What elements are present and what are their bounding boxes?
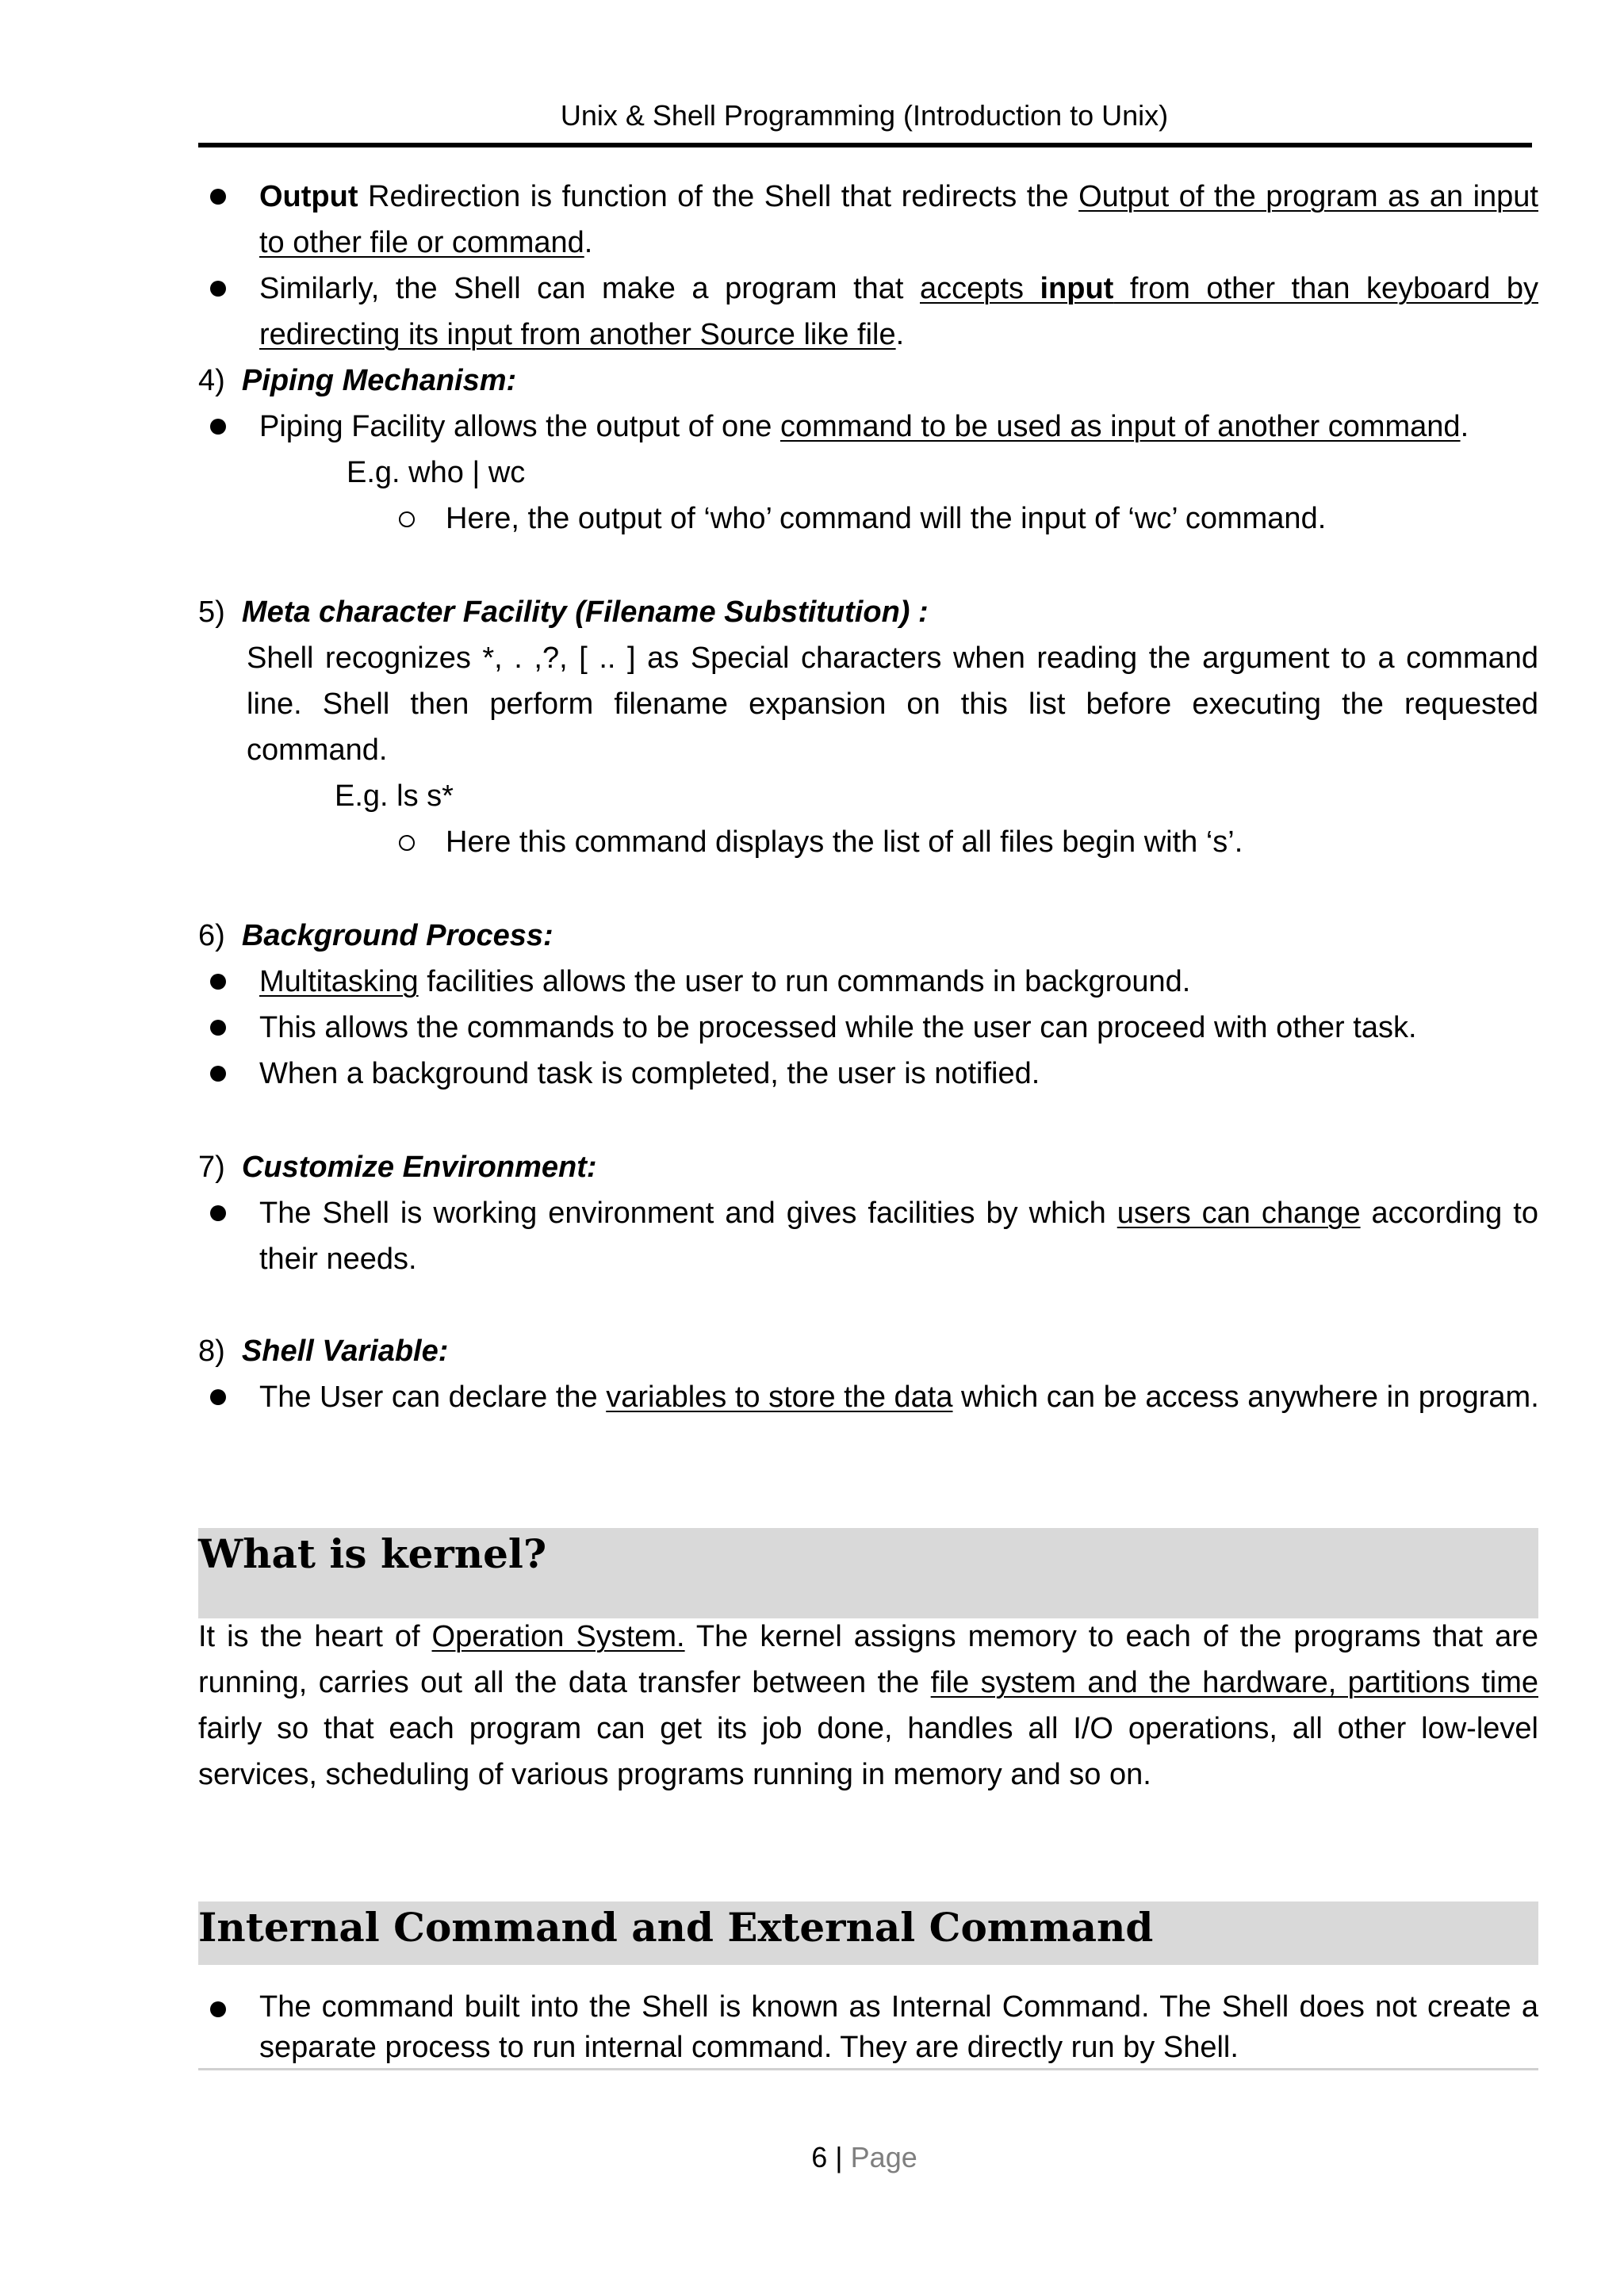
circle-bullet-icon (399, 511, 415, 527)
kernel-paragraph-line-4: services, scheduling of various programs running in memory and so on. (198, 1758, 1151, 1791)
bullet-icon (210, 189, 226, 205)
background-bullet-3: When a background task is completed, the user is notified. (259, 1057, 1040, 1090)
kernel-heading: What is kernel? (198, 1530, 547, 1577)
commands-heading: Internal Command and External Command (198, 1904, 1154, 1951)
footer-rule (198, 2068, 1538, 2070)
page-label: Page (850, 2141, 917, 2173)
redirection-bullet-1-line-1: Output Redirection is function of the Shell that redirects the Output of the program as an input (259, 180, 1538, 213)
redirection-bullet-1-line-2: to other file or command. (259, 226, 593, 259)
bullet-icon (210, 974, 226, 990)
background-bullet-1: Multitasking facilities allows the user to run commands in background. (259, 965, 1191, 998)
commands-bullet-line-1: The command built into the Shell is known as Internal Command. The Shell does not create a (259, 1990, 1538, 2024)
bullet-icon (210, 1020, 226, 1036)
page-number: 6 (811, 2141, 828, 2173)
page-footer: 6 | Page (811, 2141, 917, 2173)
commands-bullet-line-2: separate process to run internal command. They are directly run by Shell. (259, 2031, 1239, 2064)
bullet-icon (210, 2001, 226, 2017)
bullet-icon (210, 1205, 226, 1221)
piping-bullet-1: Piping Facility allows the output of one command to be used as input of another command. (259, 410, 1469, 443)
section-5-heading: 5) Meta character Facility (Filename Substitution) : (198, 596, 929, 629)
piping-sub-bullet: Here, the output of ‘who’ command will the input of ‘wc’ command. (446, 502, 1327, 535)
bullet-icon (210, 281, 226, 297)
customize-bullet-line-1: The Shell is working environment and gives facilities by which users can change according to (259, 1197, 1538, 1230)
header-rule (198, 143, 1532, 147)
meta-example: E.g. ls s* (335, 779, 454, 813)
section-7-heading: 7) Customize Environment: (198, 1151, 597, 1184)
circle-bullet-icon (399, 835, 415, 851)
meta-line-2: line. Shell then perform filename expansion on this list before executing the requested (247, 687, 1538, 721)
redirection-bullet-2-line-2: redirecting its input from another Source like file. (259, 318, 905, 351)
header-title: Unix & Shell Programming (Introduction to Unix) (560, 99, 1169, 132)
kernel-paragraph-line-2: running, carries out all the data transfer between the file system and the hardware, partitions time (198, 1666, 1538, 1699)
meta-line-1: Shell recognizes *, . ,?, [ .. ] as Special characters when reading the argument to a command (247, 641, 1538, 675)
redirection-bullet-2-line-1: Similarly, the Shell can make a program that accepts input from other than keyboard by (259, 272, 1538, 305)
bullet-icon (210, 1389, 226, 1405)
kernel-paragraph-line-3: fairly so that each program can get its job done, handles all I/O operations, all other low-level (198, 1712, 1538, 1745)
shellvar-bullet: The User can declare the variables to store the data which can be access anywhere in program. (259, 1381, 1539, 1414)
background-bullet-2: This allows the commands to be processed while the user can proceed with other task. (259, 1011, 1417, 1044)
meta-line-3: command. (247, 733, 388, 767)
kernel-paragraph-line-1: It is the heart of Operation System. The kernel assigns memory to each of the programs that are (198, 1620, 1538, 1653)
piping-example: E.g. who | wc (347, 456, 526, 489)
section-8-heading: 8) Shell Variable: (198, 1335, 449, 1368)
meta-sub-bullet: Here this command displays the list of all files begin with ‘s’. (446, 825, 1243, 859)
section-4-heading: 4) Piping Mechanism: (198, 364, 517, 397)
customize-bullet-line-2: their needs. (259, 1243, 417, 1276)
bullet-icon (210, 419, 226, 435)
bullet-icon (210, 1066, 226, 1082)
section-6-heading: 6) Background Process: (198, 919, 553, 952)
